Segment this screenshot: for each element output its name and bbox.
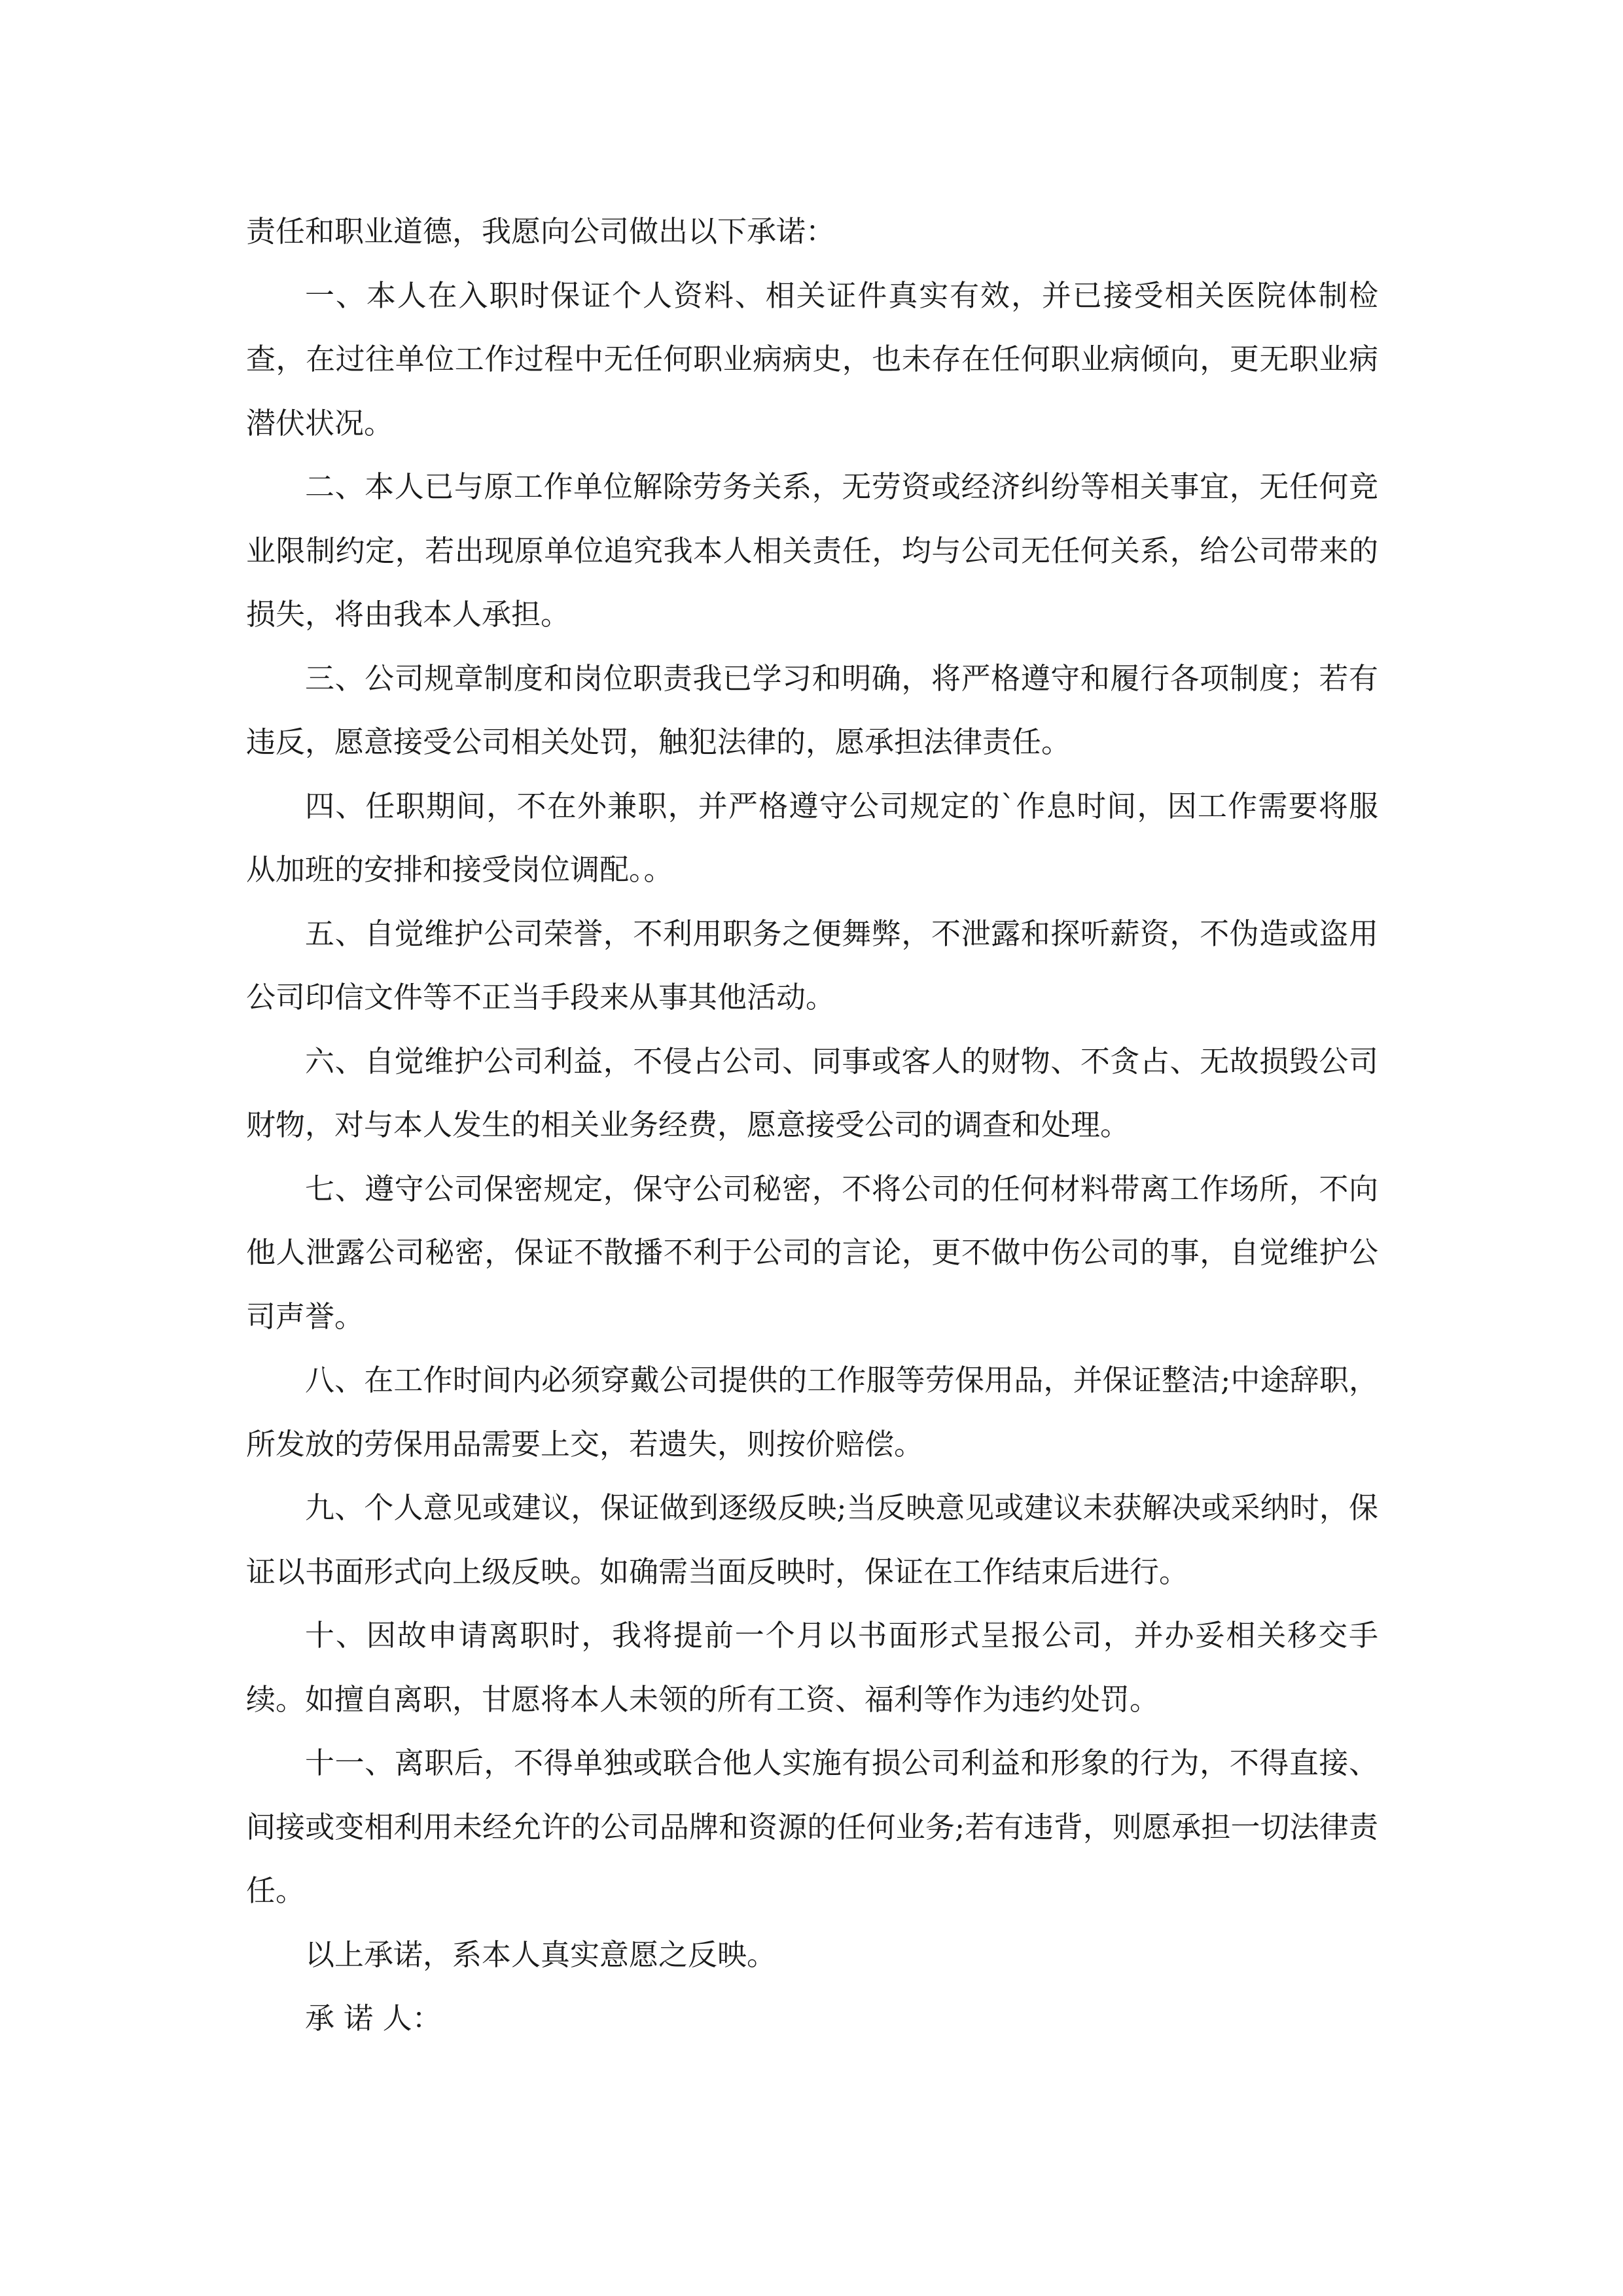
clause-7: 七、遵守公司保密规定，保守公司秘密，不将公司的任何材料带离工作场所，不向他人泄露公司秘密，保证不散播不利于公司的言论，更不做中伤公司的事，自觉维护公司声誉。 xyxy=(246,1171,1378,1334)
clause-11: 十一、离职后，不得单独或联合他人实施有损公司利益和形象的行为，不得直接、间接或变相利用未经允许的公司品牌和资源的任何业务;若有违背，则愿承担一切法律责任。 xyxy=(246,1746,1378,1908)
opening-line: 责任和职业道德，我愿向公司做出以下承诺： xyxy=(246,214,836,249)
clause-4: 四、任职期间，不在外兼职，并严格遵守公司规定的`作息时间，因工作需要将服从加班的安排和接受岗位调配。。 xyxy=(246,788,1378,887)
clause-5: 五、自觉维护公司荣誉，不利用职务之便舞弊，不泄露和探听薪资，不伪造或盗用公司印信文件等不正当手段来从事其他活动。 xyxy=(246,916,1378,1014)
document-body xyxy=(246,200,1378,2051)
signature-label: 承 诺 人： xyxy=(305,2001,442,2036)
clause-1: 一、本人在入职时保证个人资料、相关证件真实有效，并已接受相关医院体制检查，在过往单位工作过程中无任何职业病病史，也未存在任何职业病倾向，更无职业病潜伏状况。 xyxy=(246,278,1378,440)
clause-10: 十、因故申请离职时，我将提前一个月以书面形式呈报公司，并办妥相关移交手续。如擅自离职，甘愿将本人未领的所有工资、福利等作为违约处罚。 xyxy=(246,1618,1378,1717)
clause-6: 六、自觉维护公司利益，不侵占公司、同事或客人的财物、不贪占、无故损毁公司财物，对与本人发生的相关业务经费，愿意接受公司的调查和处理。 xyxy=(246,1043,1378,1142)
clause-3: 三、公司规章制度和岗位职责我已学习和明确，将严格遵守和履行各项制度；若有违反，愿意接受公司相关处罚，触犯法律的，愿承担法律责任。 xyxy=(246,660,1378,759)
closing-statement: 以上承诺，系本人真实意愿之反映。 xyxy=(305,1937,777,1972)
clause-9: 九、个人意见或建议，保证做到逐级反映;当反映意见或建议未获解决或采纳时，保证以书面形式向上级反映。如确需当面反映时，保证在工作结束后进行。 xyxy=(246,1490,1378,1589)
clause-8: 八、在工作时间内必须穿戴公司提供的工作服等劳保用品，并保证整洁;中途辞职，所发放的劳保用品需要上交，若遗失，则按价赔偿。 xyxy=(246,1363,1378,1462)
clause-2: 二、本人已与原工作单位解除劳务关系，无劳资或经济纠纷等相关事宜，无任何竞业限制约定，若出现原单位追究我本人相关责任，均与公司无任何关系，给公司带来的损失，将由我本人承担。 xyxy=(246,469,1378,632)
